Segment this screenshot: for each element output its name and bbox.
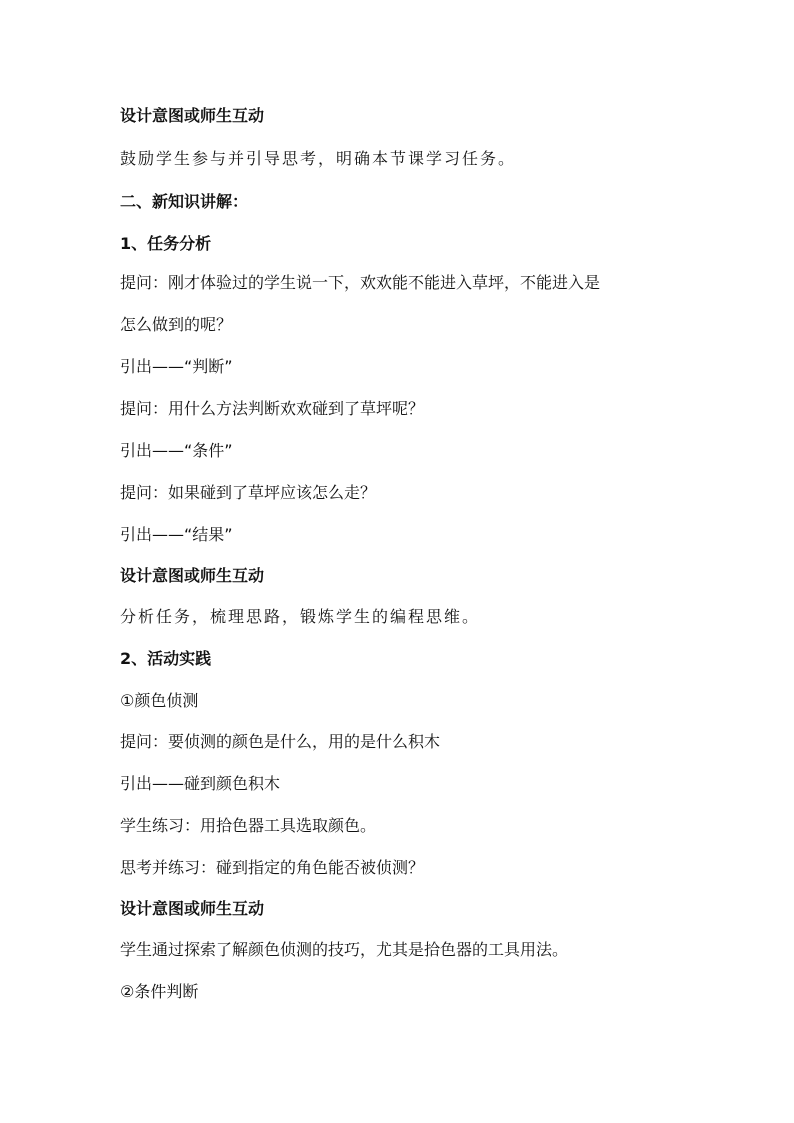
paragraph-line: 提问：如果碰到了草坪应该怎么走？ <box>120 483 377 502</box>
paragraph-line: 提问：要侦测的颜色是什么，用的是什么积木 <box>120 732 441 751</box>
section-heading-design-intent: 设计意图或师生互动 <box>120 106 265 125</box>
paragraph-line: 提问：用什么方法判断欢欢碰到了草坪呢？ <box>120 399 425 418</box>
subsection-heading-activity-practice: 2、活动实践 <box>120 649 212 668</box>
paragraph-line: 思考并练习：碰到指定的角色能否被侦测？ <box>120 858 425 877</box>
section-heading-new-knowledge: 二、新知识讲解： <box>120 192 249 211</box>
paragraph-line: 鼓励学生参与并引导思考，明确本节课学习任务。 <box>120 149 517 168</box>
paragraph-line: 引出——“判断” <box>120 357 233 376</box>
subsection-heading-task-analysis: 1、任务分析 <box>120 234 212 253</box>
paragraph-line: 提问：刚才体验过的学生说一下，欢欢能不能进入草坪，不能进入是 <box>120 273 601 292</box>
paragraph-line: 引出——“结果” <box>120 525 233 544</box>
paragraph-line: 学生练习：用拾色器工具选取颜色。 <box>120 816 377 835</box>
paragraph-line: ②条件判断 <box>120 982 199 1001</box>
section-heading-design-intent: 设计意图或师生互动 <box>120 566 265 585</box>
paragraph-line: 引出——碰到颜色积木 <box>120 774 281 793</box>
section-heading-design-intent: 设计意图或师生互动 <box>120 899 265 918</box>
paragraph-line: 学生通过探索了解颜色侦测的技巧，尤其是拾色器的工具用法。 <box>120 940 569 959</box>
paragraph-line: ①颜色侦测 <box>120 691 199 710</box>
paragraph-line: 怎么做到的呢？ <box>120 315 233 334</box>
paragraph-line: 引出——“条件” <box>120 441 233 460</box>
paragraph-line: 分析任务，梳理思路，锻炼学生的编程思维。 <box>120 607 481 626</box>
